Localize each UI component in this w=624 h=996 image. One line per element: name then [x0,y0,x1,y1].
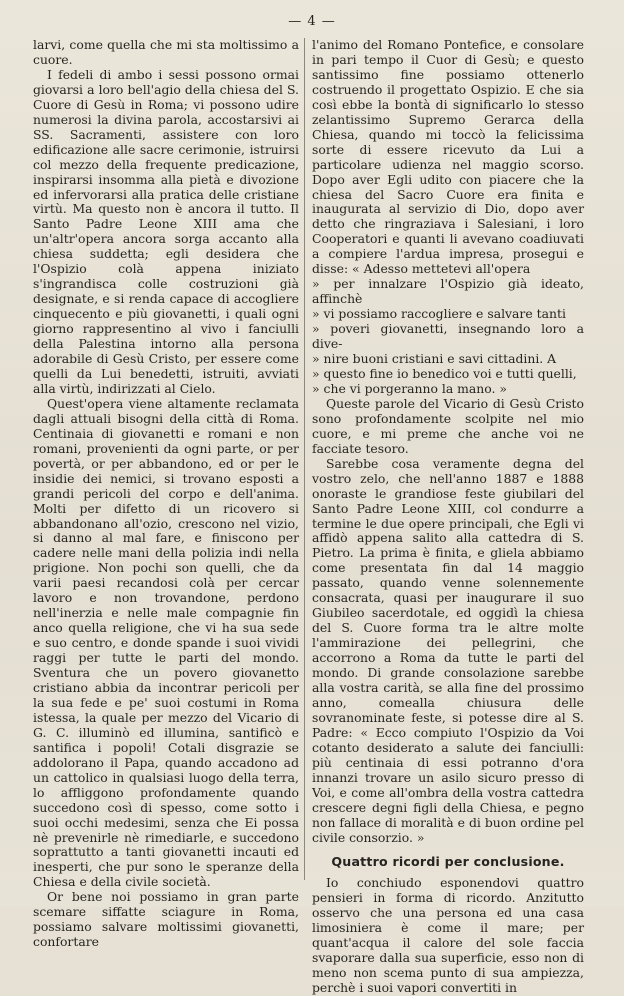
paragraph: larvi, come quella che mi sta moltissimo a cuore. [33,37,299,67]
page-number: — 4 — [288,14,336,29]
quote-line: » questo fine io benedico voi e tutti quelli, [312,365,577,381]
paragraph: Queste parole del Vicario di Gesù Cristo sono profondamente scolpite nel mio cuore, e mi preme che anche voi ne facciate tesoro. [312,395,584,456]
quote-line: » per innalzare l'Ospizio già ideato, affinchè [312,276,584,307]
paragraph: Quest'opera viene altamente reclamata dagli attuali bisogni della città di Roma. Centinaia di giovanetti e romani e non romani, provenienti da ogni parte, or per povertà, or per abbandono, ed or per le insidie dei nemici, si trovano esposti a grandi pericoli del corpo e dell'anima. Molti per difetto di un ricovero si abbandonano all'ozio, crescono nel vizio, si danno al mal fare, e finiscono per cadere nelle mani della polizia indi nella prigione. Non pochi son quelli, che da varii paesi recandosi colà per cercar lavoro e non trovandone, perdono nell'inerzia e nelle male compagnie fin anco quella religione, che vi ha sua sede e suo centro, e donde spande i suoi vividi raggi per tutte le parti del mondo. Sventura che un povero giovanetto cristiano abbia da incontrar pericoli per la sua fede e pe' suoi costumi in Roma istessa, la quale per mezzo del Vicario di G. C. illuminò ed illumina, santificò e santifica i popoli! Cotali disgrazie se addolorano il Papa, quando accadono ad un cattolico in qualsiasi luogo della terra, lo affliggono profondamente quando succedono così di spesso, come sotto i suoi occhi medesimi, senza che Ei possa nè prevenirle nè rimediarle, e succedono soprattutto a tanti giovanetti incauti ed inesperti, che pur sono le speranze della Chiesa e della civile società. [33,395,299,890]
paragraph: l'animo del Romano Pontefice, e consolare in pari tempo il Cuor di Gesù; e questo santissimo fine possiamo ottenerlo costruendo il progettato Ospizio. E che sia così ebbe la bontà di significarlo lo stesso zelantissimo Supremo Gerarca della Chiesa, quando mi toccò la felicissima sorte di essere ricevuto da Lui a particolare udienza nel maggio scorso. Dopo aver Egli udito con piacere che la chiesa del Sacro Cuore era finita e inaugurata al servizio di Dio, dopo aver detto che ringraziava i Salesiani, i loro Cooperatori e quanti li avevano coadiuvati a compiere l'ardua impresa, prosegui e disse: « Adesso mettetevi all'opera [312,37,584,277]
right-column [312,38,584,996]
paragraph: Sarebbe cosa veramente degna del vostro zelo, che nell'anno 1887 e 1888 onoraste le grandiose feste giubilari del Santo Padre Leone XIII, col condurre a termine le due opere principali, che Egli vi affidò appena salito alla cattedra di S. Pietro. La prima è finita, e gliela abbiamo come presentata fin dal 14 maggio passato, quando venne solennemente consacrata, quasi per inaugurare il suo Giubileo sacerdotale, ed oggidì la chiesa del S. Cuore forma tra le altre molte l'ammirazione dei pellegrini, che accorrono a Roma da tutte le parti del mondo. Di grande consolazione sarebbe alla vostra carità, se alla fine del prossimo anno, comealla chiusura delle sovranominate feste, si potesse dire al S. Padre: « Ecco compiuto l'Ospizio da Voi cotanto desiderato a salute dei fanciulli: più centinaia di essi potranno d'ora innanzi trovare un asilo sicuro presso di Voi, e come all'ombra della vostra cattedra crescere degni figli della Chiesa, e pegno non fallace di moralità e di buon ordine pel civile consorzio. » [312,455,584,845]
quote-line: » poveri giovanetti, insegnando loro a dive- [312,321,584,352]
paragraph: Io conchiudo esponendovi quattro pensieri in forma di ricordo. Anzitutto osservo che una persona ed una casa limosiniera è come il mare; per quant'acqua il calore del sole faccia svaporare dalla sua superficie, esso non di meno non scema punto di sua ampiezza, perchè i suoi vapori convertiti in [312,875,584,996]
paragraph: I fedeli di ambo i sessi possono ormai giovarsi a loro bell'agio della chiesa del S. Cuore di Gesù in Roma; vi possono udire numerosi la divina parola, accostarsivi ai SS. Sacramenti, assistere con loro edificazione alle sacre cerimonie, istruirsi col mezzo della frequente predicazione, inspirarsi insomma alla pietà e divozione ed infervorarsi alla pratica delle cristiane virtù. Ma questo non è ancora il tutto. Il Santo Padre Leone XIII ama che un'altr'opera ancora sorga accanto alla chiesa suddetta; egli desidera che l'Ospizio colà appena iniziato s'ingrandisca colle costruzioni già designate, e si renda capace di accogliere cinquecento e più giovanetti, i quali ogni giorno rappresentino al vivo i fanciulli della Palestina intorno alla persona adorabile di Gesù Cristo, per essere come quelli da Lui benedetti, istruiti, avviati alla virtù, indirizzati al Cielo. [33,66,299,396]
column-divider [304,38,305,880]
left-column [33,38,299,950]
section-heading: Quattro ricordi per conclusione. [331,854,565,870]
paragraph: Or bene noi possiamo in gran parte scemare siffatte sciagure in Roma, possiamo salvare moltissimi giovanetti, confortare [33,889,299,950]
quote-line: » nire buoni cristiani e savi cittadini. A [312,351,557,367]
papal-quote [312,277,584,397]
quote-line: » che vi porgeranno la mano. » [312,380,507,396]
quote-line: » vi possiamo raccogliere e salvare tanti [312,306,566,322]
